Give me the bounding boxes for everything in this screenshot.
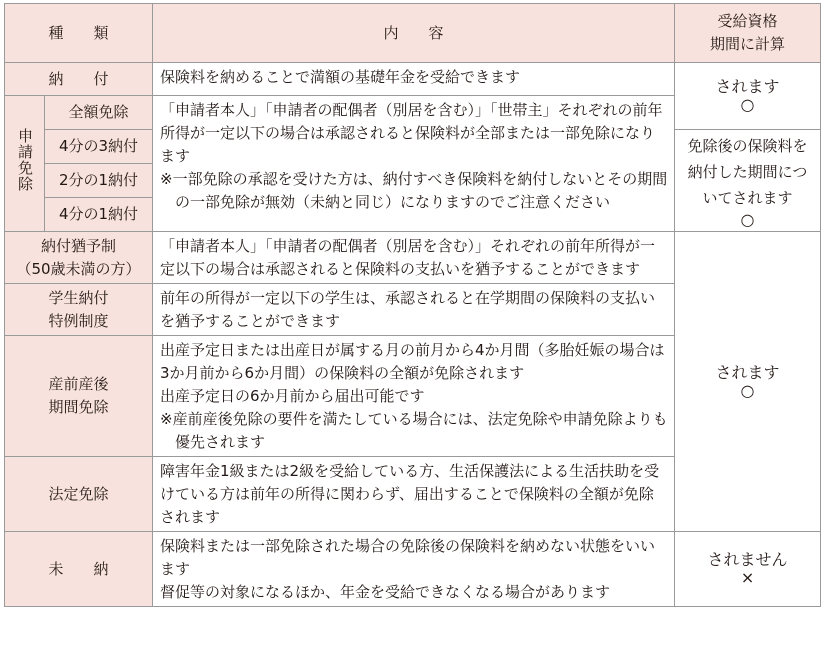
shared-calc-mark: ○ bbox=[740, 380, 755, 400]
legal-content: 障害年金1級または2級を受給している方、生活保護法による生活扶助を受けている方は前年の所得に関わらず、届出することで保険料の全額が免除されます bbox=[153, 457, 675, 532]
unpaid-label: 未 納 bbox=[5, 532, 153, 607]
postponement-content: 「申請者本人」「申請者の配偶者（別居を含む）」それぞれの前年所得が一定以下の場合は承認されると保険料の支払いを猶予することができます bbox=[153, 232, 675, 284]
application-sub-quarter: 4分の1納付 bbox=[45, 198, 153, 232]
shared-calc-text: されます bbox=[715, 362, 780, 382]
payment-label: 納 付 bbox=[5, 63, 153, 96]
payment-calc bbox=[675, 63, 821, 130]
payment-calc-mark: ○ bbox=[740, 95, 755, 114]
maternity-content-text2: 出産予定日の6か月前から届出可能です bbox=[160, 387, 425, 405]
postponement-label-line2: （50歳未満の方） bbox=[16, 259, 141, 278]
header-calc-line1: 受給資格 bbox=[717, 12, 778, 30]
maternity-label bbox=[5, 336, 153, 457]
payment-content: 保険料を納めることで満額の基礎年金を受給できます bbox=[153, 63, 675, 96]
payment-calc-text: されます bbox=[715, 77, 780, 96]
postponement-label bbox=[5, 232, 153, 284]
application-group-cell bbox=[5, 96, 45, 232]
shared-calc bbox=[675, 232, 821, 532]
student-label-line1: 学生納付 bbox=[48, 288, 109, 307]
application-sub-full: 全額免除 bbox=[45, 96, 153, 130]
application-calc bbox=[675, 130, 821, 232]
student-label-line2: 特例制度 bbox=[48, 311, 109, 330]
unpaid-content-text2: 督促等の対象になるほか、年金を受給できなくなる場合があります bbox=[160, 583, 611, 601]
application-content bbox=[153, 96, 675, 232]
row-payment bbox=[5, 63, 821, 96]
application-group-label: 申請免除 bbox=[16, 128, 34, 192]
postponement-label-line1: 納付猶予制 bbox=[41, 236, 117, 255]
row-postponement bbox=[5, 232, 821, 284]
unpaid-calc-mark: × bbox=[740, 568, 755, 587]
application-calc-text: 免除後の保険料を納付した期間についてされます bbox=[687, 136, 808, 207]
header-calc-line2: 期間に計算 bbox=[710, 35, 786, 53]
header-type bbox=[5, 4, 153, 63]
pension-premium-table bbox=[4, 3, 821, 607]
unpaid-content bbox=[153, 532, 675, 607]
unpaid-content-text1: 保険料または一部免除された場合の免除後の保険料を納めない状態をいいます bbox=[160, 537, 656, 578]
maternity-label-line2: 期間免除 bbox=[48, 398, 109, 416]
row-unpaid bbox=[5, 532, 821, 607]
header-content bbox=[153, 4, 675, 63]
header-content-label: 内 容 bbox=[383, 23, 444, 42]
maternity-content bbox=[153, 336, 675, 457]
student-content: 前年の所得が一定以下の学生は、承認されると在学期間の保険料の支払いを猶予することができます bbox=[153, 284, 675, 336]
legal-label: 法定免除 bbox=[5, 457, 153, 532]
application-note: ※一部免除の承認を受けた方は、納付すべき保険料を納付しないとその期間の一部免除が無効（未納と同じ）になりますのでご注意ください bbox=[160, 170, 668, 211]
application-calc-mark: ○ bbox=[740, 209, 755, 229]
student-label bbox=[5, 284, 153, 336]
maternity-content-text1: 出産予定日または出産日が属する月の前月から4か月間（多胎妊娠の場合は3か月前から6か月間）の保険料の全額が免除されます bbox=[160, 341, 665, 382]
application-sub-half: 2分の1納付 bbox=[45, 164, 153, 198]
application-sub-three-quarters: 4分の3納付 bbox=[45, 130, 153, 164]
maternity-note: ※産前産後免除の要件を満たしている場合には、法定免除や申請免除よりも優先されます bbox=[160, 410, 668, 451]
maternity-label-line1: 産前産後 bbox=[48, 375, 109, 393]
header-row bbox=[5, 4, 821, 63]
header-type-label: 種 類 bbox=[48, 23, 109, 42]
application-content-text: 「申請者本人」「申請者の配偶者（別居を含む）」「世帯主」それぞれの前年所得が一定以下の場合は承認されると保険料が全部または一部免除になります bbox=[160, 101, 663, 165]
header-calc bbox=[675, 4, 821, 63]
unpaid-calc-text: されません bbox=[707, 550, 788, 569]
unpaid-calc bbox=[675, 532, 821, 607]
